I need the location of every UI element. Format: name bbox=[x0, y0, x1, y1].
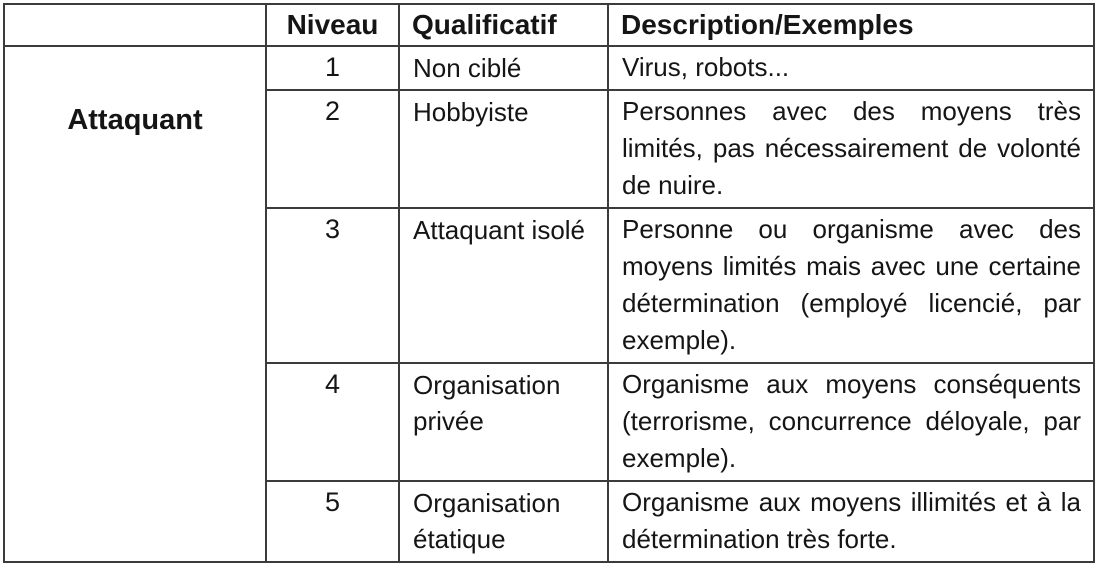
cell-qualificatif-4: Organisation privée bbox=[399, 363, 608, 481]
cell-niveau-5: 5 bbox=[266, 481, 399, 562]
column-header-description: Description/Exemples bbox=[608, 4, 1094, 46]
column-header-qualificatif: Qualificatif bbox=[399, 4, 608, 46]
cell-niveau-4: 4 bbox=[266, 363, 399, 481]
cell-description-3: Personne ou organisme avec des moyens limités mais avec une certaine détermination (employé licencié, par exemple). bbox=[608, 208, 1094, 363]
cell-niveau-3: 3 bbox=[266, 208, 399, 363]
table-row bbox=[4, 46, 1094, 90]
cell-description-5: Organisme aux moyens illimités et à la détermination très forte. bbox=[608, 481, 1094, 562]
cell-description-1: Virus, robots... bbox=[608, 46, 1094, 90]
table-header-row bbox=[4, 4, 1094, 46]
cell-qualificatif-3: Attaquant isolé bbox=[399, 208, 608, 363]
row-group-label-attaquant: Attaquant bbox=[4, 46, 266, 562]
cell-qualificatif-1: Non ciblé bbox=[399, 46, 608, 90]
attacker-levels-table bbox=[3, 3, 1095, 563]
cell-description-2: Personnes avec des moyens très limités, pas nécessairement de volonté de nuire. bbox=[608, 90, 1094, 208]
cell-qualificatif-2: Hobbyiste bbox=[399, 90, 608, 208]
corner-cell bbox=[4, 4, 266, 46]
cell-niveau-2: 2 bbox=[266, 90, 399, 208]
cell-qualificatif-5: Organisation étatique bbox=[399, 481, 608, 562]
cell-niveau-1: 1 bbox=[266, 46, 399, 90]
cell-description-4: Organisme aux moyens conséquents (terrorisme, concurrence déloyale, par exemple). bbox=[608, 363, 1094, 481]
column-header-niveau: Niveau bbox=[266, 4, 399, 46]
